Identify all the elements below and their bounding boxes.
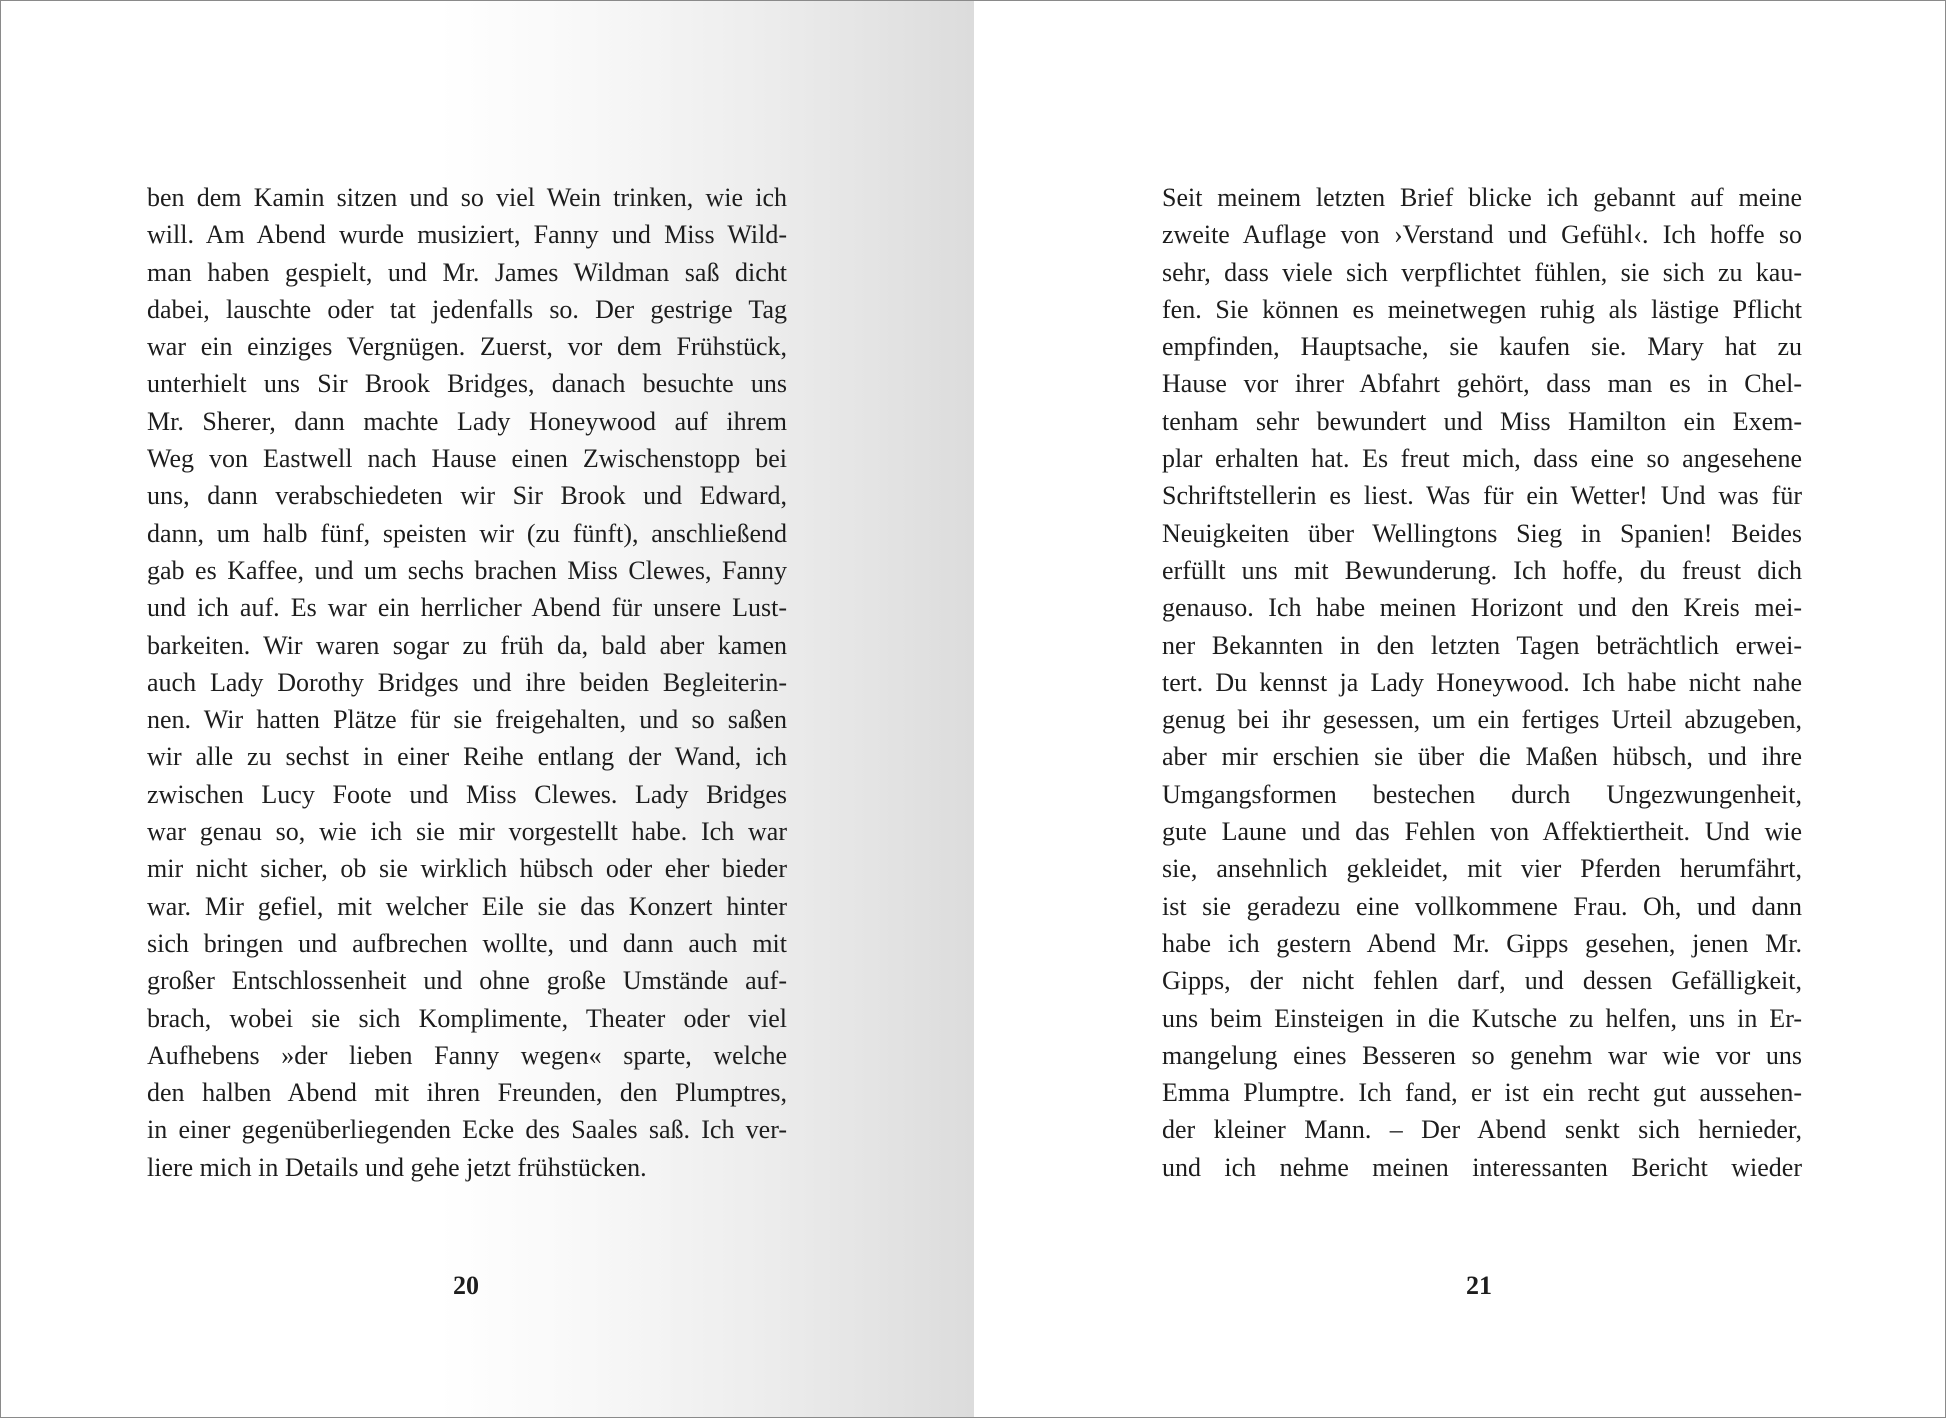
text-line: Hause vor ihrer Abfahrt gehört, dass man es in Chel- bbox=[1162, 369, 1802, 399]
text-line: der kleiner Mann. – Der Abend senkt sich hernieder, bbox=[1162, 1115, 1802, 1145]
text-line: und ich auf. Es war ein herrlicher Abend für unsere Lust- bbox=[147, 593, 787, 623]
text-line: liere mich in Details und gehe jetzt frühstücken. bbox=[147, 1152, 647, 1182]
right-page bbox=[974, 1, 1945, 1417]
text-line: mangelung eines Besseren so genehm war wie vor uns bbox=[1162, 1040, 1802, 1070]
page-number: 21 bbox=[1466, 1271, 1492, 1300]
text-line: brach, wobei sie sich Komplimente, Theater oder viel bbox=[147, 1003, 787, 1033]
text-line: uns beim Einsteigen in die Kutsche zu helfen, uns in Er- bbox=[1162, 1003, 1802, 1033]
text-line: dann, um halb fünf, speisten wir (zu fünft), anschließend bbox=[147, 518, 787, 548]
text-line: in einer gegenüberliegenden Ecke des Saales saß. Ich ver- bbox=[147, 1115, 787, 1145]
text-line: wir alle zu sechst in einer Reihe entlang der Wand, ich bbox=[147, 742, 787, 772]
text-line: war. Mir gefiel, mit welcher Eile sie das Konzert hinter bbox=[147, 891, 787, 921]
text-line: den halben Abend mit ihren Freunden, den Plumptres, bbox=[147, 1078, 787, 1108]
text-line: und ich nehme meinen interessanten Bericht wieder bbox=[1162, 1152, 1802, 1182]
text-line: nen. Wir hatten Plätze für sie freigehalten, und so saßen bbox=[147, 705, 787, 735]
text-line: großer Entschlossenheit und ohne große Umstände auf- bbox=[147, 966, 787, 996]
text-line: Seit meinem letzten Brief blicke ich gebannt auf meine bbox=[1162, 183, 1802, 212]
text-line: Aufhebens »der lieben Fanny wegen« sparte, welche bbox=[147, 1040, 787, 1070]
text-line: empfinden, Hauptsache, sie kaufen sie. Mary hat zu bbox=[1162, 332, 1802, 362]
text-line: Emma Plumptre. Ich fand, er ist ein recht gut aussehen- bbox=[1162, 1078, 1802, 1108]
page-number: 20 bbox=[453, 1271, 479, 1300]
text-line: ner Bekannten in den letzten Tagen beträchtlich erwei- bbox=[1162, 630, 1802, 660]
text-line: sie, ansehnlich gekleidet, mit vier Pferden herumfährt, bbox=[1162, 854, 1802, 884]
text-line: fen. Sie können es meinetwegen ruhig als lästige Pflicht bbox=[1162, 294, 1802, 324]
text-line: zwischen Lucy Foote und Miss Clewes. Lady Bridges bbox=[147, 779, 787, 809]
text-line: war genau so, wie ich sie mir vorgestellt habe. Ich war bbox=[147, 817, 787, 847]
text-line: tenham sehr bewundert und Miss Hamilton ein Exem- bbox=[1162, 406, 1802, 436]
left-page bbox=[1, 1, 974, 1417]
text-line: sehr, dass viele sich verpflichtet fühlen, sie sich zu kau- bbox=[1162, 257, 1802, 287]
text-line: barkeiten. Wir waren sogar zu früh da, bald aber kamen bbox=[147, 630, 787, 660]
text-line: will. Am Abend wurde musiziert, Fanny und Miss Wild- bbox=[147, 220, 787, 250]
text-line: Neuigkeiten über Wellingtons Sieg in Spanien! Beides bbox=[1162, 518, 1802, 548]
text-line: plar erhalten hat. Es freut mich, dass eine so angesehene bbox=[1162, 444, 1802, 474]
text-line: aber mir erschien sie über die Maßen hübsch, und ihre bbox=[1162, 742, 1802, 772]
text-line: Schriftstellerin es liest. Was für ein Wetter! Und was für bbox=[1162, 481, 1802, 511]
text-line: auch Lady Dorothy Bridges und ihre beiden Begleiterin- bbox=[147, 667, 787, 697]
text-line: genug bei ihr gesessen, um ein fertiges Urteil abzugeben, bbox=[1162, 705, 1802, 735]
text-line: ben dem Kamin sitzen und so viel Wein trinken, wie ich bbox=[147, 183, 787, 212]
text-line: tert. Du kennst ja Lady Honeywood. Ich habe nicht nahe bbox=[1162, 667, 1802, 697]
text-line: ist sie geradezu eine vollkommene Frau. Oh, und dann bbox=[1162, 891, 1802, 921]
text-line: mir nicht sicher, ob sie wirklich hübsch oder eher bieder bbox=[147, 854, 787, 884]
text-line: habe ich gestern Abend Mr. Gipps gesehen, jenen Mr. bbox=[1162, 928, 1802, 958]
text-line: Gipps, der nicht fehlen darf, und dessen Gefälligkeit, bbox=[1162, 966, 1802, 996]
text-line: war ein einziges Vergnügen. Zuerst, vor dem Frühstück, bbox=[147, 332, 787, 362]
text-line: uns, dann verabschiedeten wir Sir Brook und Edward, bbox=[147, 481, 787, 511]
text-line: gute Laune und das Fehlen von Affektiertheit. Und wie bbox=[1162, 817, 1802, 847]
left-page-body-text bbox=[147, 179, 787, 1186]
text-line: Mr. Sherer, dann machte Lady Honeywood auf ihrem bbox=[147, 406, 787, 436]
text-line: erfüllt uns mit Bewunderung. Ich hoffe, du freust dich bbox=[1162, 555, 1802, 585]
text-line: sich bringen und aufbrechen wollte, und dann auch mit bbox=[147, 928, 787, 958]
text-line: gab es Kaffee, und um sechs brachen Miss Clewes, Fanny bbox=[147, 555, 787, 585]
right-page-body-text bbox=[1162, 179, 1802, 1186]
text-line: man haben gespielt, und Mr. James Wildman saß dicht bbox=[147, 257, 787, 287]
text-line: Weg von Eastwell nach Hause einen Zwischenstopp bei bbox=[147, 444, 787, 474]
text-line: zweite Auflage von ›Verstand und Gefühl‹. Ich hoffe so bbox=[1162, 220, 1802, 250]
text-line: genauso. Ich habe meinen Horizont und den Kreis mei- bbox=[1162, 593, 1802, 623]
text-line: unterhielt uns Sir Brook Bridges, danach besuchte uns bbox=[147, 369, 787, 399]
text-line: Umgangsformen bestechen durch Ungezwungenheit, bbox=[1162, 779, 1802, 809]
text-line: dabei, lauschte oder tat jedenfalls so. Der gestrige Tag bbox=[147, 294, 787, 324]
